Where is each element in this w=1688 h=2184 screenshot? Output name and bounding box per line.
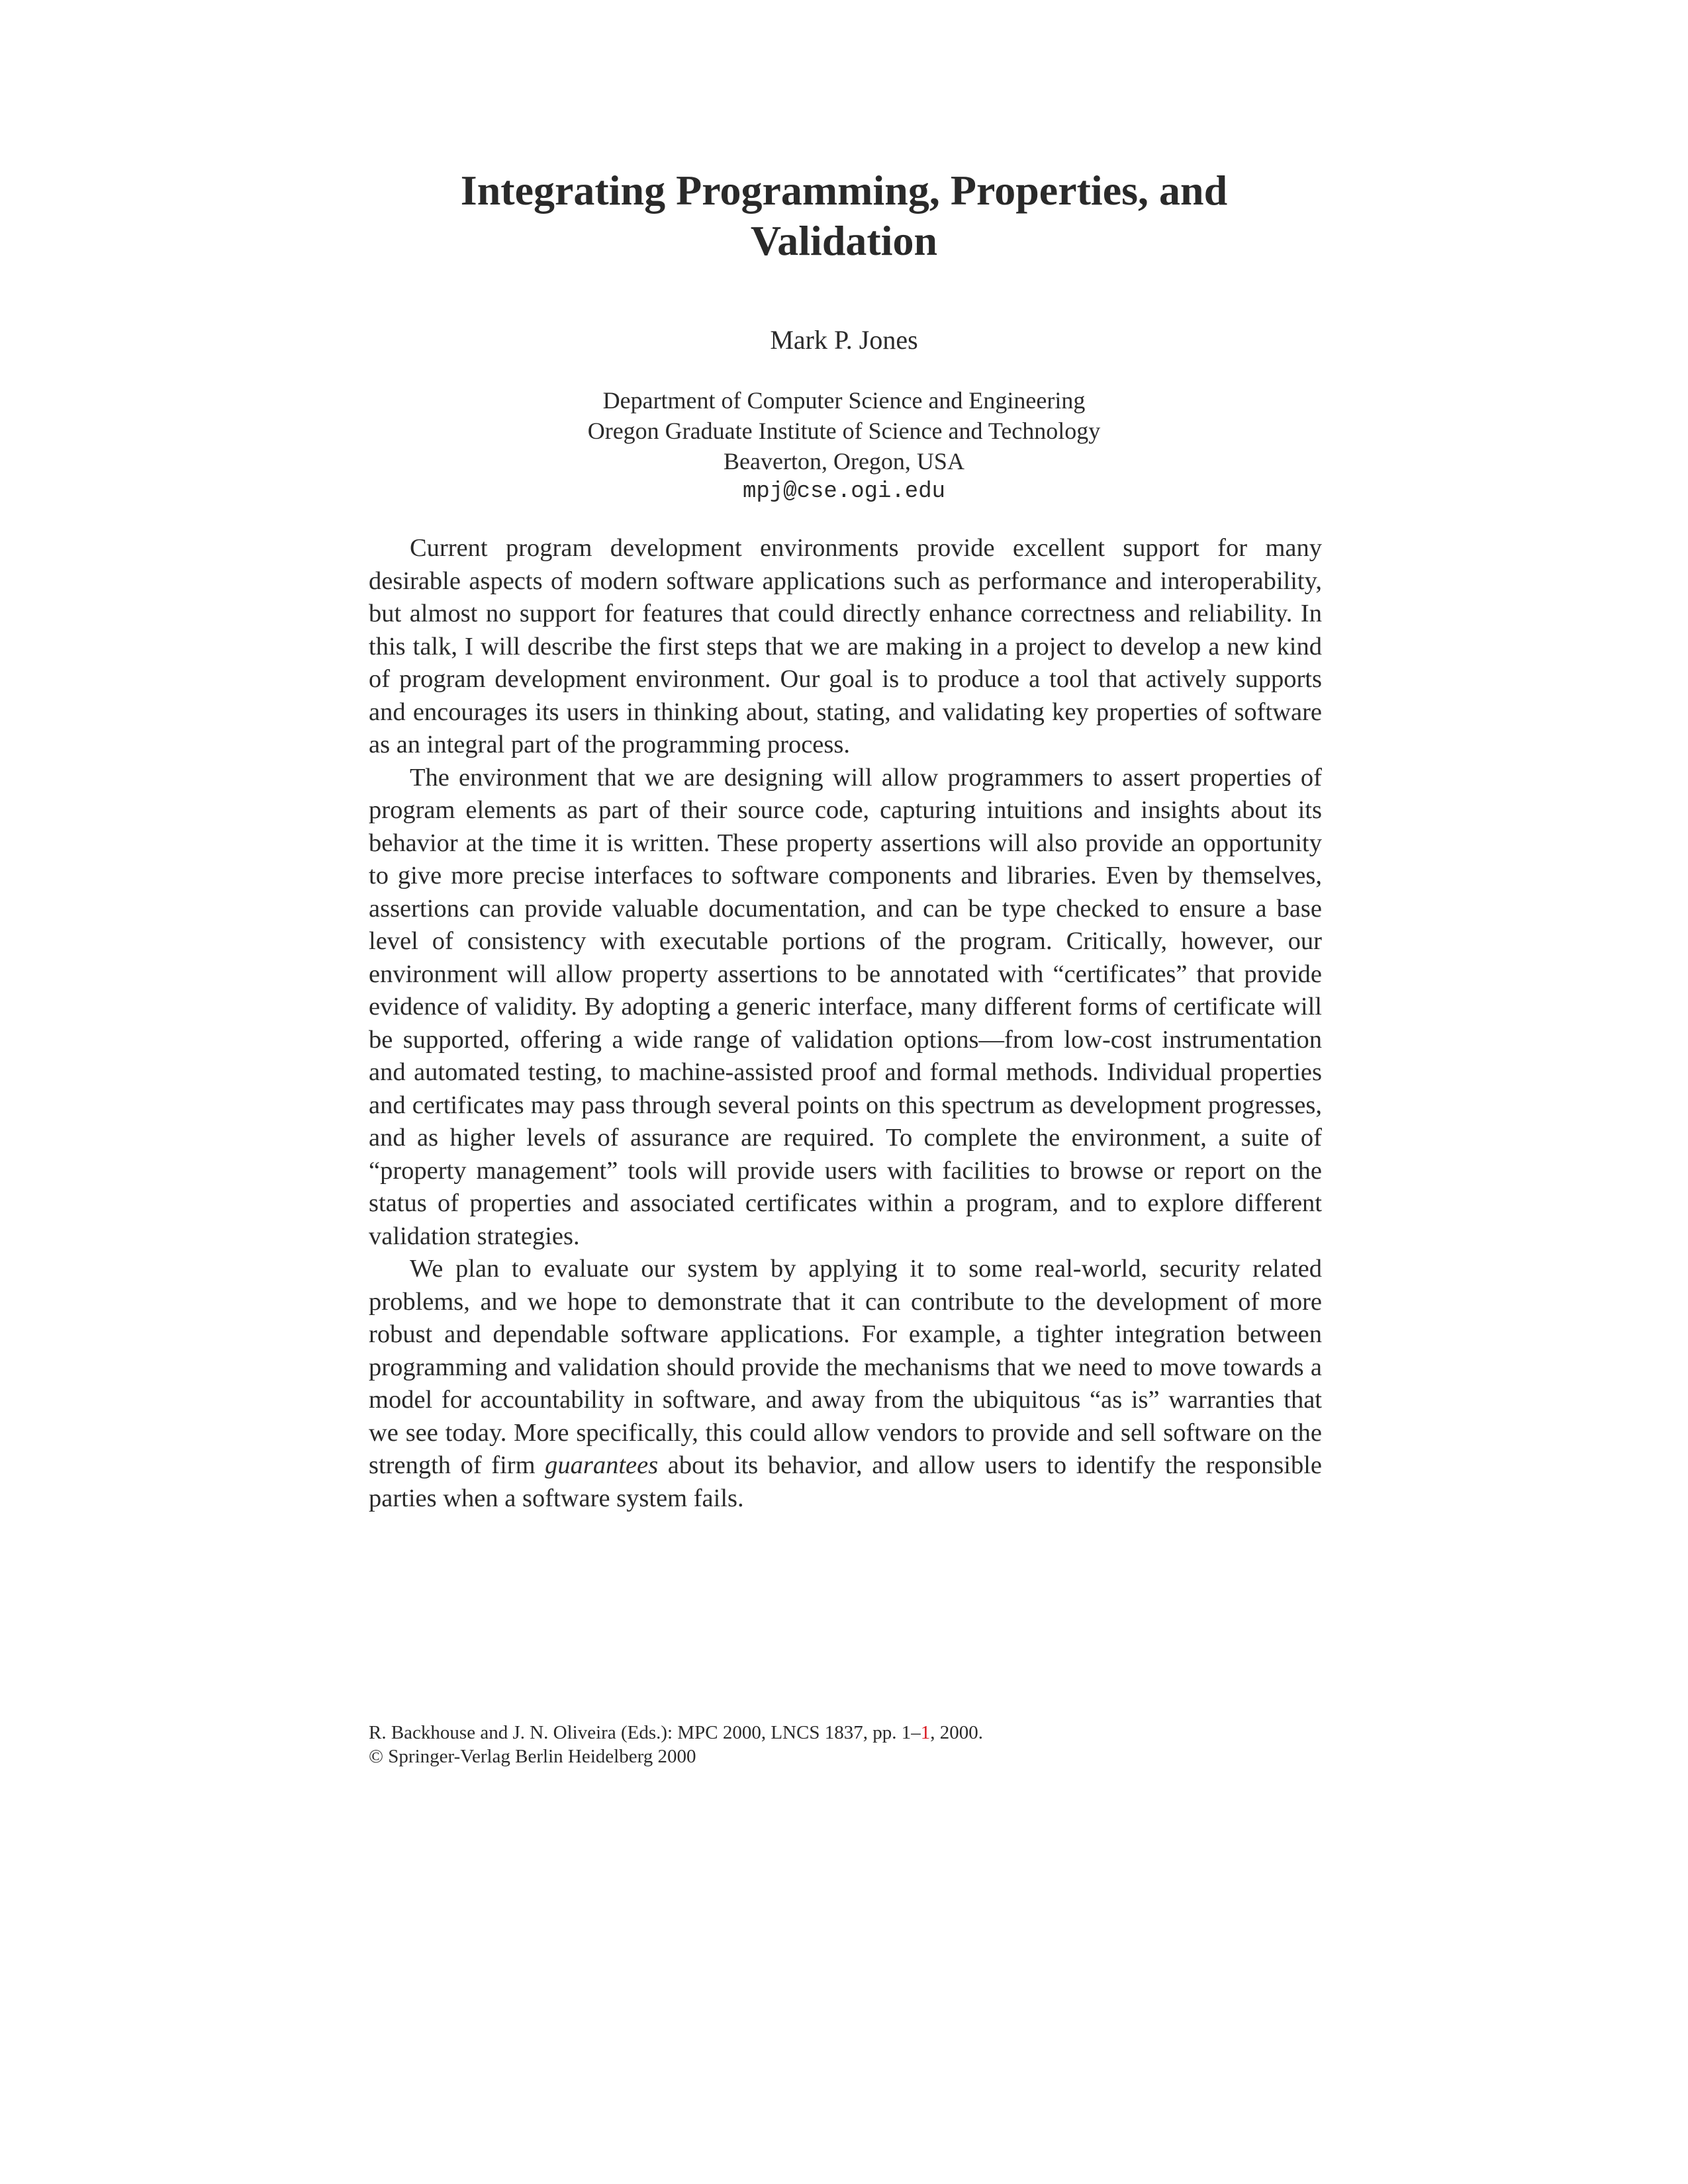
abstract-body (369, 532, 1322, 1515)
paragraph-2: The environment that we are designing will allow programmers to assert properties of program elements as part of their source code, capturing intuitions and insights about its behavior at the time it is written. These property assertions will also provide an opportunity to give more precise interfaces to software components and libraries. Even by themselves, assertions can provide valuable documentation, and can be type checked to ensure a base level of consistency with executable portions of the program. Critically, however, our environment will allow property assertions to be annotated with “certificates” that provide evidence of validity. By adopting a generic interface, many different forms of certificate will be supported, offering a wide range of validation options—from low-cost instrumentation and automated testing, to machine-assisted proof and formal methods. Individual properties and certificates may pass through several points on this spectrum as development progresses, and as higher levels of assurance are required. To complete the environment, a suite of “property management” tools will provide users with facilities to browse or report on the status of properties and associated certificates within a program, and to explore different validation strategies. (369, 763, 1322, 1250)
paper-title-line-2: Validation (750, 217, 938, 264)
paragraph-3-text-before: We plan to evaluate our system by applying it to some real-world, security related problems, and we hope to demonstrate that it can contribute to the development of more robust and dependable software applications. For example, a tighter integration between programming and validation should provide the mechanisms that we need to move towards a model for accountability in software, and away from the ubiquitous “as is” warranties that we see today. More specifically, this could allow vendors to provide and sell software on the strength of firm (369, 1255, 1322, 1479)
citation-page-link[interactable]: 1 (920, 1722, 931, 1743)
affiliation-institute: Oregon Graduate Institute of Science and Technology (587, 418, 1101, 444)
author-email: mpj@cse.ogi.edu (742, 479, 946, 504)
author-affiliation (0, 385, 1688, 507)
citation-text: R. Backhouse and J. N. Oliveira (Eds.): MPC 2000, LNCS 1837, pp. 1– (369, 1722, 921, 1743)
paragraph-3 (369, 1253, 1322, 1515)
affiliation-department: Department of Computer Science and Engineering (602, 387, 1086, 414)
paragraph-3-text-after: about its behavior, and allow users to identify the responsible parties when a software system fails. (369, 1451, 1322, 1512)
author-name: Mark P. Jones (770, 325, 918, 355)
affiliation-location: Beaverton, Oregon, USA (724, 448, 964, 475)
paper-title-line-1: Integrating Programming, Properties, and (460, 167, 1228, 214)
copyright-line: © Springer-Verlag Berlin Heidelberg 2000 (369, 1746, 696, 1767)
paper-title (0, 165, 1688, 266)
citation-line (369, 1721, 1322, 1745)
paragraph-1: Current program development environments provide excellent support for many desirable aspects of modern software applications such as performance and interoperability, but almost no support for features that could directly enhance correctness and reliability. In this talk, I will describe the first steps that we are making in a project to develop a new kind of program development environment. Our goal is to produce a tool that actively supports and encourages its users in thinking about, stating, and validating key properties of software as an integral part of the programming process. (369, 534, 1322, 758)
citation-year: , 2000. (930, 1722, 983, 1743)
page-footer (369, 1721, 1322, 1768)
paragraph-3-emphasis: guarantees (545, 1451, 659, 1479)
